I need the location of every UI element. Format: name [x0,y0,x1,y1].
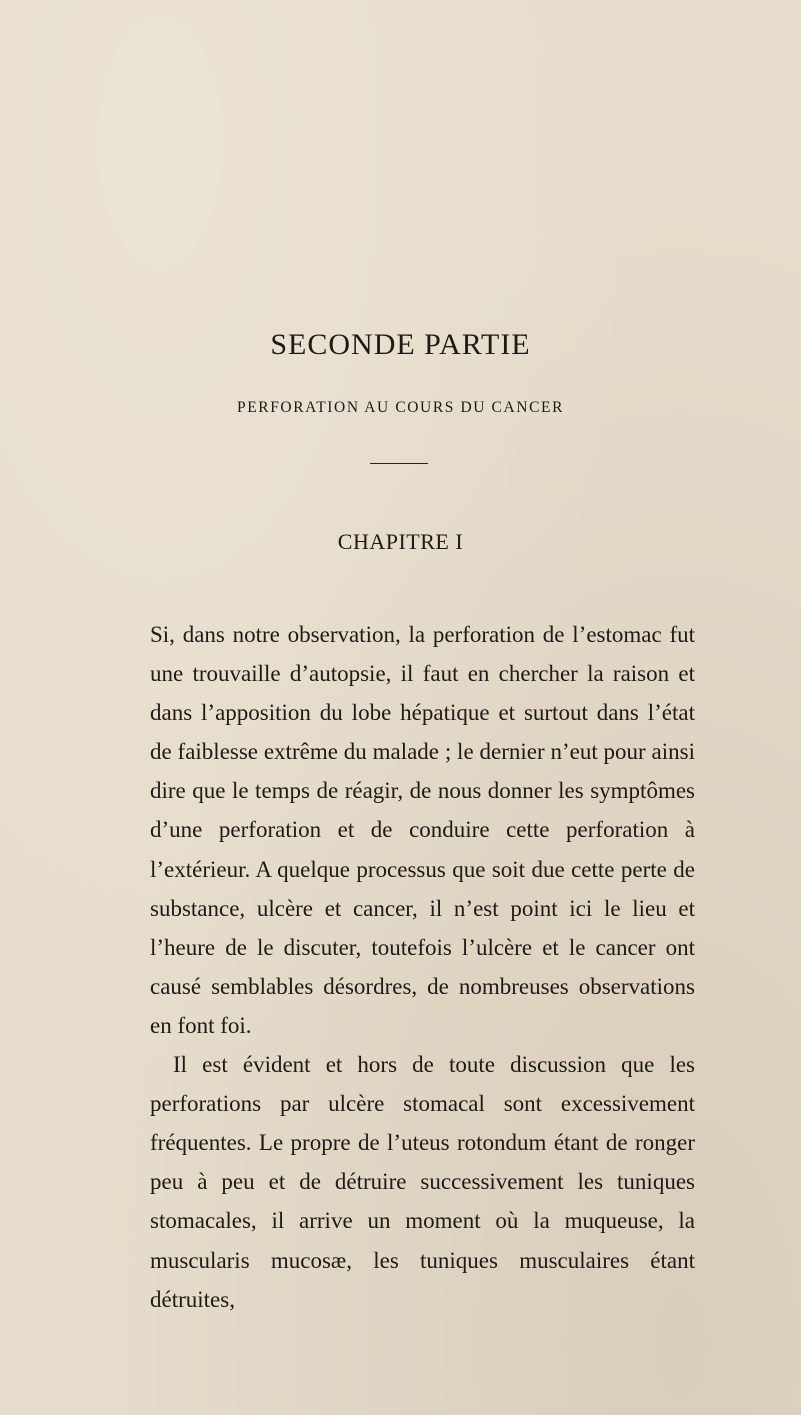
divider-rule [370,463,428,464]
section-subtitle: PERFORATION AU COURS DU CANCER [236,399,565,416]
paragraph: Il est évident et hors de toute discussion que les perforations par ulcère stomacal sont excessivement fréquentes. Le propre de l’uteus rotondum étant de ronger peu à peu et de détruire successivement les tuniques stomacales, il arrive un moment où la muqueuse, la muscularis mucosæ, les tuniques musculaires étant détruites, [150,1052,695,1312]
chapter-title: CHAPITRE I [337,529,464,554]
part-title: SECONDE PARTIE [270,328,531,361]
paragraph: Si, dans notre observation, la perforation de l’estomac fut une trouvaille d’autopsie, il faut en chercher la raison et dans l’apposition du lobe hépatique et surtout dans l’état de faiblesse extrême du malade ; le dernier n’eut pour ainsi dire que le temps de réagir, de nous donner les symptômes d’une perforation et de conduire cette perforation à l’extérieur. A quelque processus que soit due cette perte de substance, ulcère et cancer, il n’est point ici le lieu et l’heure de le discuter, toutefois l’ulcère et le cancer ont causé semblables désordres, de nombreuses observations en font foi. [150,622,695,1038]
body-text [150,615,695,1319]
